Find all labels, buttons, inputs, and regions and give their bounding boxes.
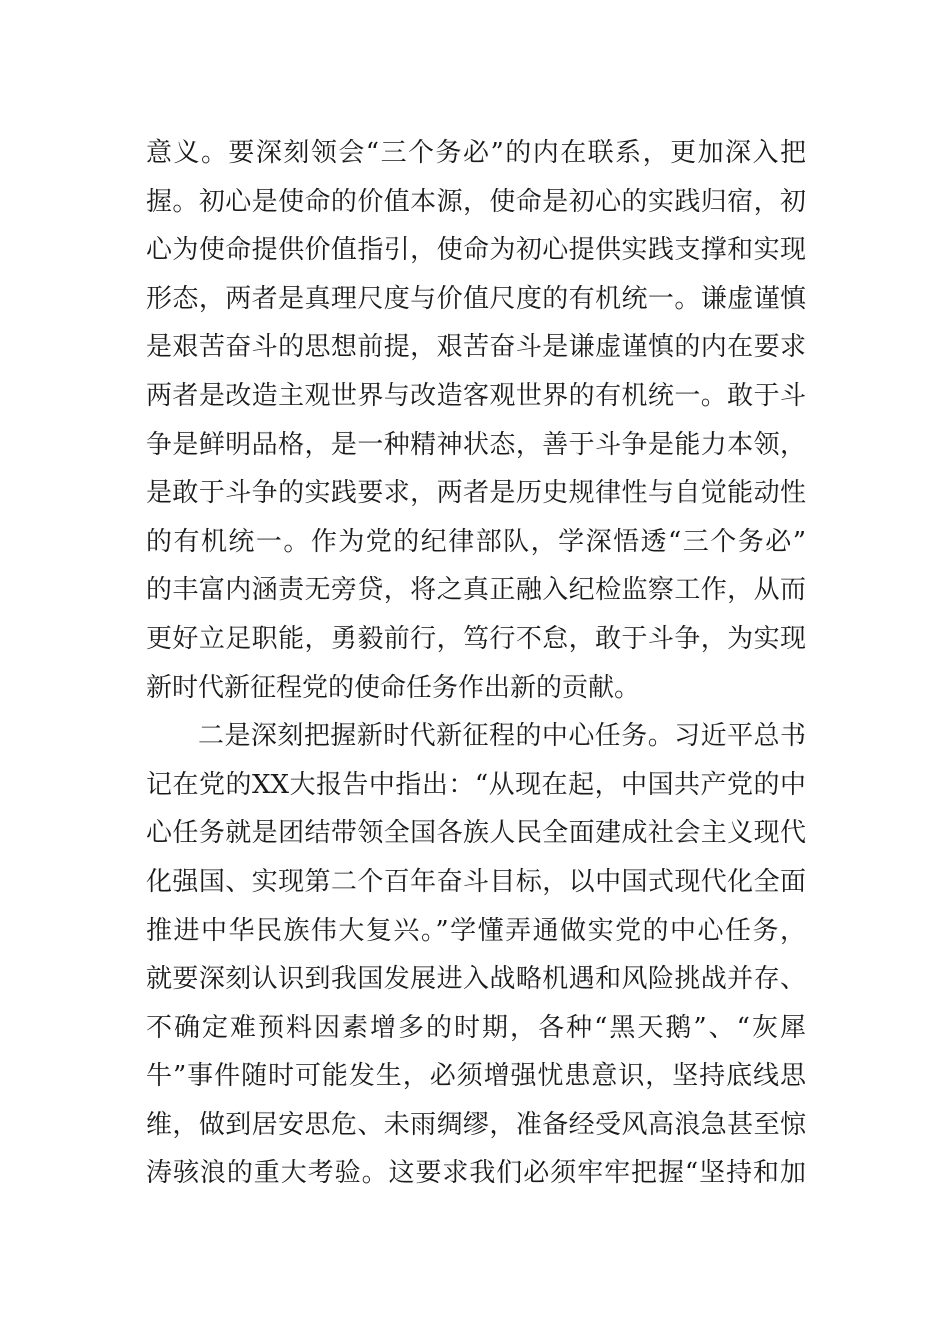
- paragraph-line: 意义。要深刻领会“三个务必”的内在联系，更加深入把: [146, 138, 806, 168]
- paragraph-line: 不确定难预料因素增多的时期，各种“黑天鹅”、“灰犀: [146, 1012, 806, 1043]
- paragraph-line: 牛”事件随时可能发生，必须增强忧患意识，坚持底线思: [146, 1061, 806, 1092]
- paragraph-line: 的有机统一。作为党的纪律部队，学深悟透“三个务必”: [146, 526, 806, 557]
- paragraph-line: 是艰苦奋斗的思想前提，艰苦奋斗是谦虚谨慎的内在要求: [146, 332, 806, 363]
- paragraph-line: 维，做到居安思危、未雨绸缪，准备经受风高浪急甚至惊: [146, 1109, 806, 1140]
- paragraph-line: 是敢于斗争的实践要求，两者是历史规律性与自觉能动性: [146, 478, 806, 509]
- document-body: [146, 129, 806, 1198]
- paragraph-line: 握。初心是使命的价值本源，使命是初心的实践归宿，初: [146, 186, 806, 217]
- paragraph-line: 的丰富内涵责无旁贷，将之真正融入纪检监察工作，从而: [146, 575, 806, 606]
- paragraph-2: [146, 712, 806, 1198]
- paragraph-line: 化强国、实现第二个百年奋斗目标，以中国式现代化全面: [146, 866, 806, 897]
- paragraph-line: 涛骇浪的重大考验。这要求我们必须牢牢把握“坚持和加: [146, 1158, 806, 1189]
- paragraph-line: 争是鲜明品格，是一种精神状态，善于斗争是能力本领，: [146, 429, 806, 460]
- paragraph-line: 心任务就是团结带领全国各族人民全面建成社会主义现代: [146, 818, 806, 849]
- paragraph-line: 二是深刻把握新时代新征程的中心任务。习近平总书: [198, 721, 806, 752]
- paragraph-line: 记在党的XX大报告中指出：“从现在起，中国共产党的中: [146, 769, 806, 800]
- paragraph-1: [146, 129, 806, 712]
- paragraph-line: 形态，两者是真理尺度与价值尺度的有机统一。谦虚谨慎: [146, 283, 806, 314]
- paragraph-line: 更好立足职能，勇毅前行，笃行不怠，敢于斗争，为实现: [146, 623, 806, 654]
- paragraph-line: 就要深刻认识到我国发展进入战略机遇和风险挑战并存、: [146, 964, 806, 995]
- paragraph-line: 新时代新征程党的使命任务作出新的贡献。: [146, 672, 641, 703]
- paragraph-line: 推进中华民族伟大复兴。”学懂弄通做实党的中心任务，: [146, 915, 806, 946]
- paragraph-line: 心为使命提供价值指引，使命为初心提供实践支撑和实现: [146, 235, 806, 266]
- paragraph-line: 两者是改造主观世界与改造客观世界的有机统一。敢于斗: [146, 380, 806, 411]
